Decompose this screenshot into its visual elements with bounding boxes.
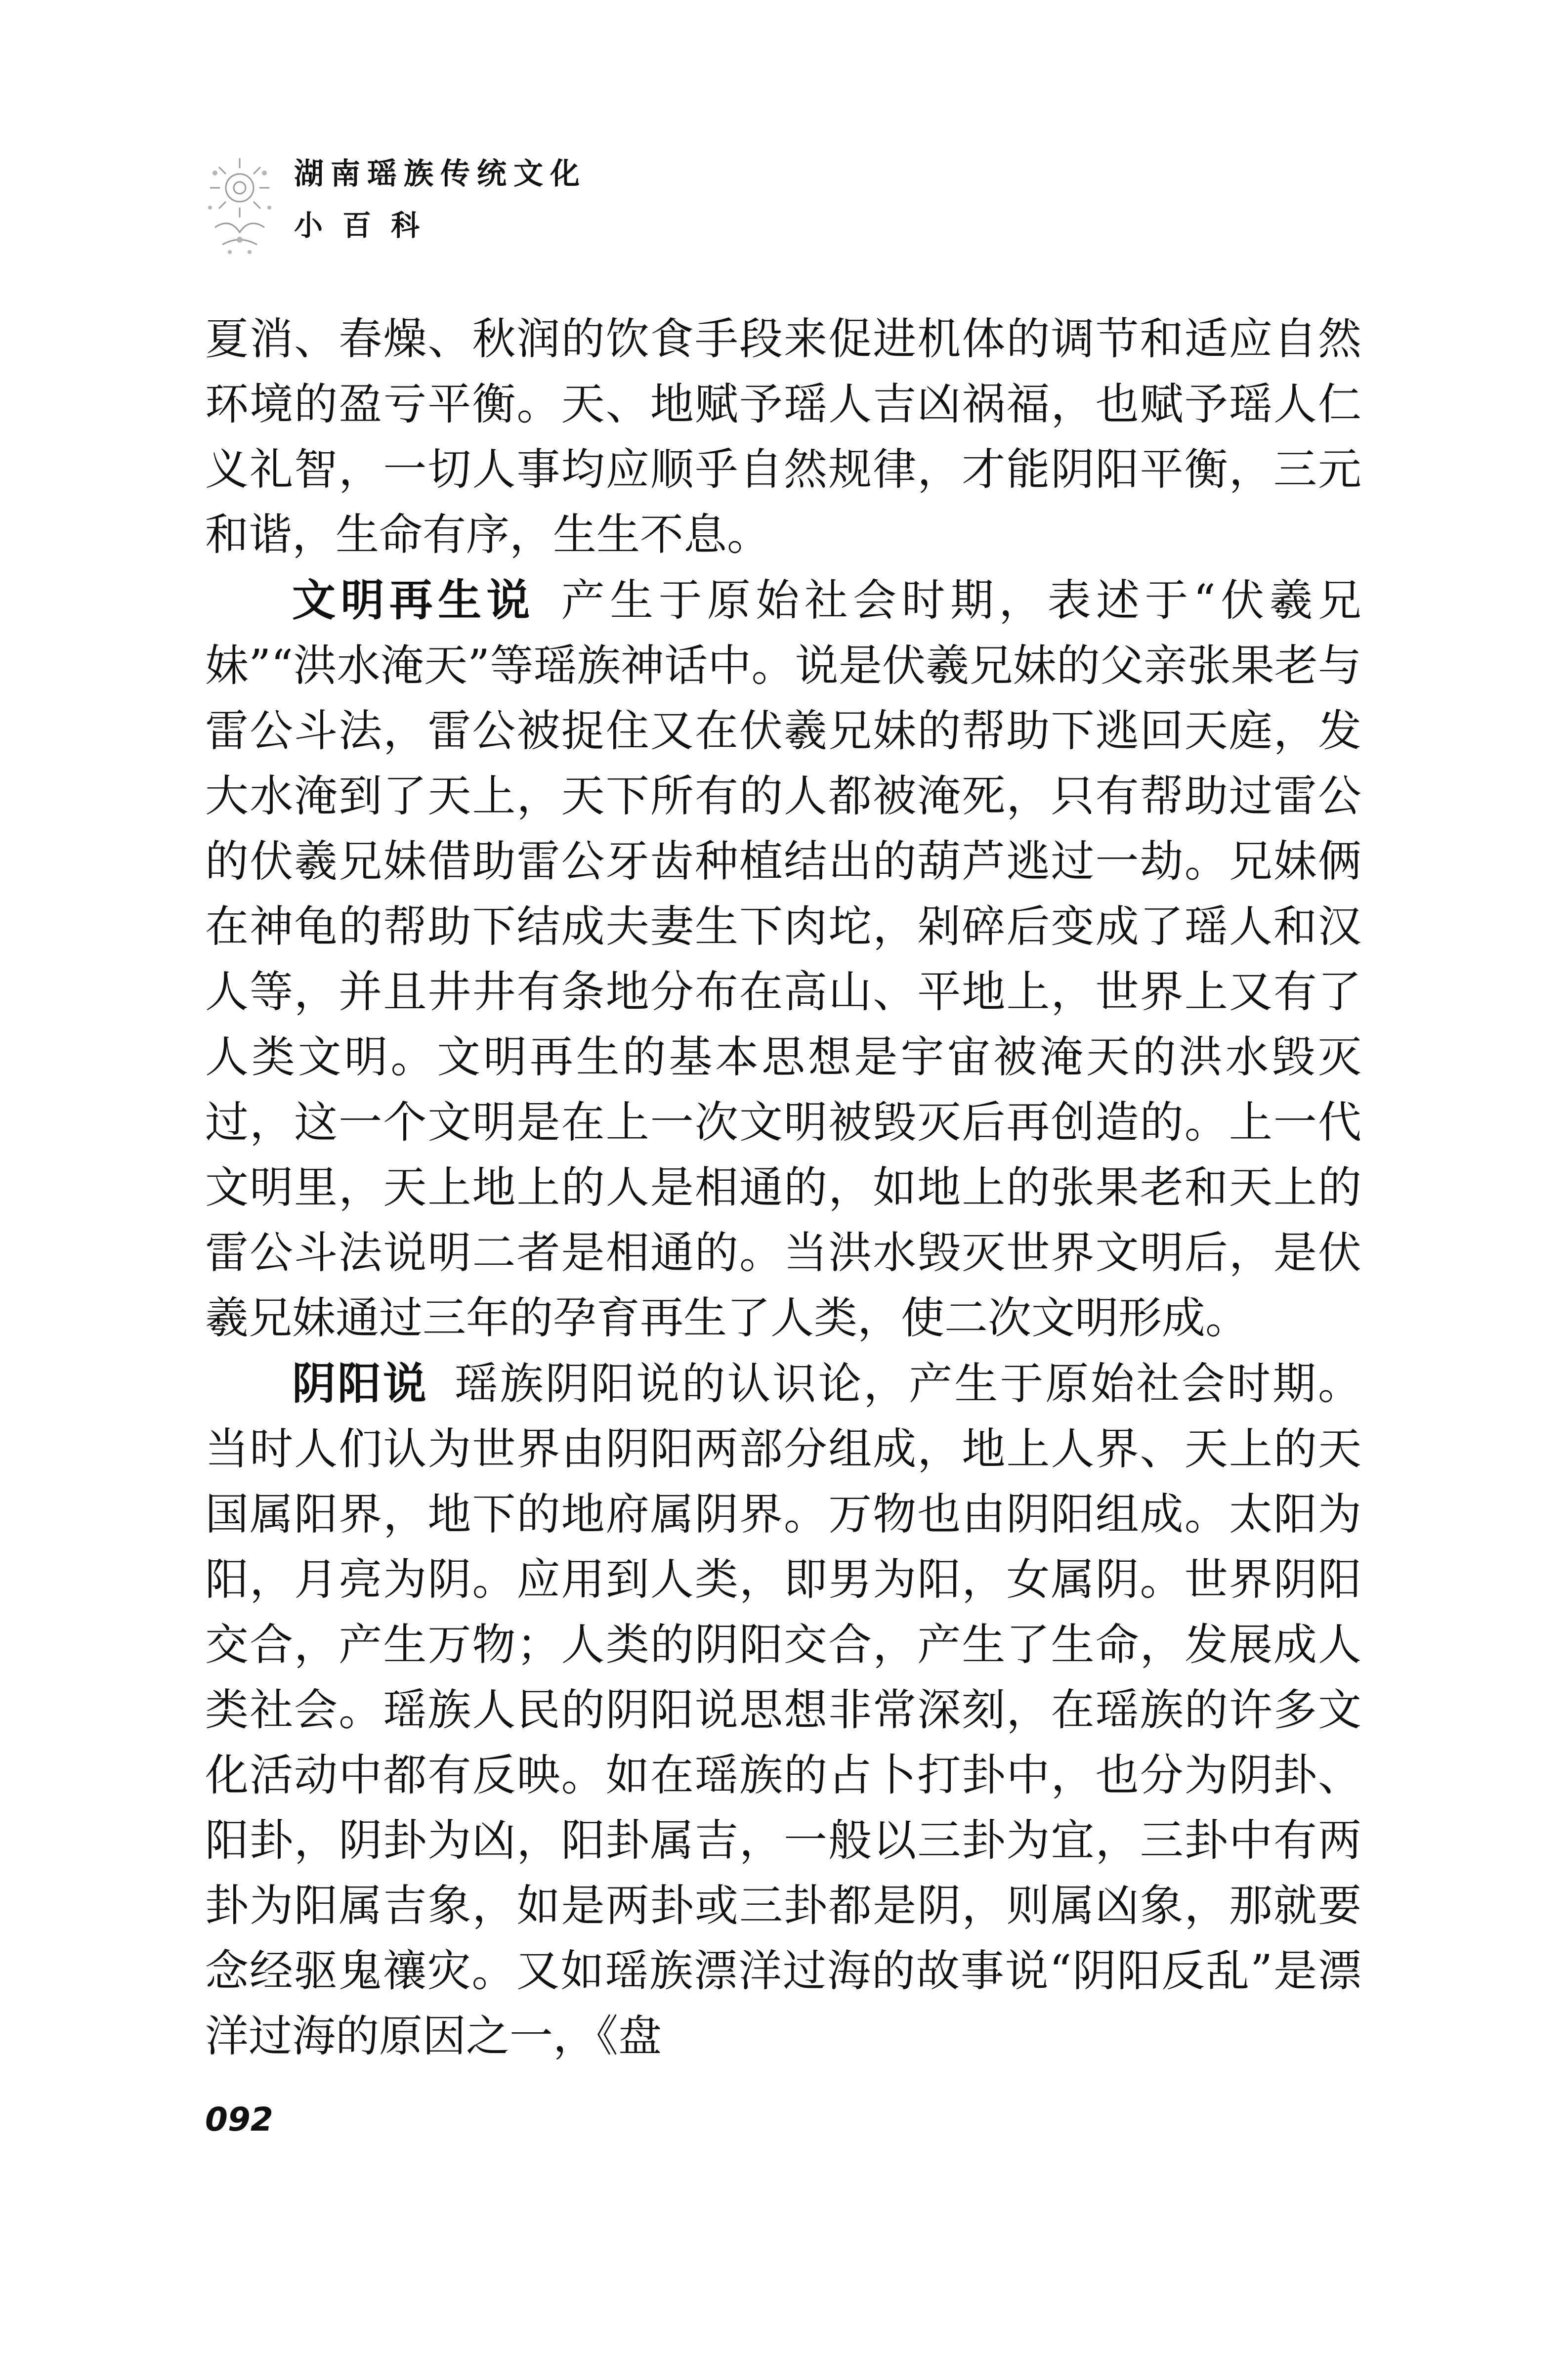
paragraph-civilization-rebirth bbox=[205, 567, 1361, 1351]
paragraph-text: 瑶族阴阳说的认识论，产生于原始社会时期。当时人们认为世界由阴阳两部分组成，地上人界、天上的天国属阳界，地下的地府属阴界。万物也由阴阳组成。太阳为阳，月亮为阴。应用到人类，即男为阳，女属阴。世界阴阳交合，产生万物；人类的阴阳交合，产生了生命，发展成人类社会。瑶族人民的阴阳说思想非常深刻，在瑶族的许多文化活动中都有反映。如在瑶族的占卜打卦中，也分为阴卦、阳卦，阴卦为凶，阳卦属吉，一般以三卦为宜，三卦中有两卦为阳属吉象，如是两卦或三卦都是阴，则属凶象，那就要念经驱鬼禳灾。又如瑶族漂洋过海的故事说“阴阳反乱”是漂洋过海的原因之一，《盘 bbox=[205, 1358, 1361, 2061]
term-heading: 文明再生说 bbox=[292, 574, 535, 626]
running-header bbox=[195, 143, 640, 292]
paragraph-continued bbox=[205, 306, 1361, 567]
term-heading: 阴阳说 bbox=[292, 1358, 428, 1409]
book-subtitle: 小百科 bbox=[294, 209, 440, 242]
page-body bbox=[205, 306, 1361, 2069]
paragraph-text: 夏消、春燥、秋润的饮食手段来促进机体的调节和适应自然环境的盈亏平衡。天、地赋予瑶人吉凶祸福，也赋予瑶人仁义礼智，一切人事均应顺乎自然规律，才能阴阳平衡，三元和谐，生命有序，生生不息。 bbox=[205, 313, 1361, 560]
header-text bbox=[294, 153, 587, 246]
book-title: 湖南瑶族传统文化 bbox=[294, 157, 587, 191]
paragraph-text: 产生于原始社会时期，表述于“伏羲兄妹”“洪水淹天”等瑶族神话中。说是伏羲兄妹的父亲张果老与雷公斗法，雷公被捉住又在伏羲兄妹的帮助下逃回天庭，发大水淹到了天上，天下所有的人都被淹死，只有帮助过雷公的伏羲兄妹借助雷公牙齿种植结出的葫芦逃过一劫。兄妹俩在神龟的帮助下结成夫妻生下肉坨，剁碎后变成了瑶人和汉人等，并且井井有条地分布在高山、平地上，世界上又有了人类文明。文明再生的基本思想是宇宙被淹天的洪水毁灭过，这一个文明是在上一次文明被毁灭后再创造的。上一代文明里，天上地上的人是相通的，如地上的张果老和天上的雷公斗法说明二者是相通的。当洪水毁灭世界文明后，是伏羲兄妹通过三年的孕育再生了人类，使二次文明形成。 bbox=[205, 575, 1361, 1343]
page-number: 092 bbox=[205, 2100, 273, 2139]
floral-ornament-icon bbox=[195, 153, 284, 262]
paragraph-yin-yang bbox=[205, 1351, 1361, 2069]
